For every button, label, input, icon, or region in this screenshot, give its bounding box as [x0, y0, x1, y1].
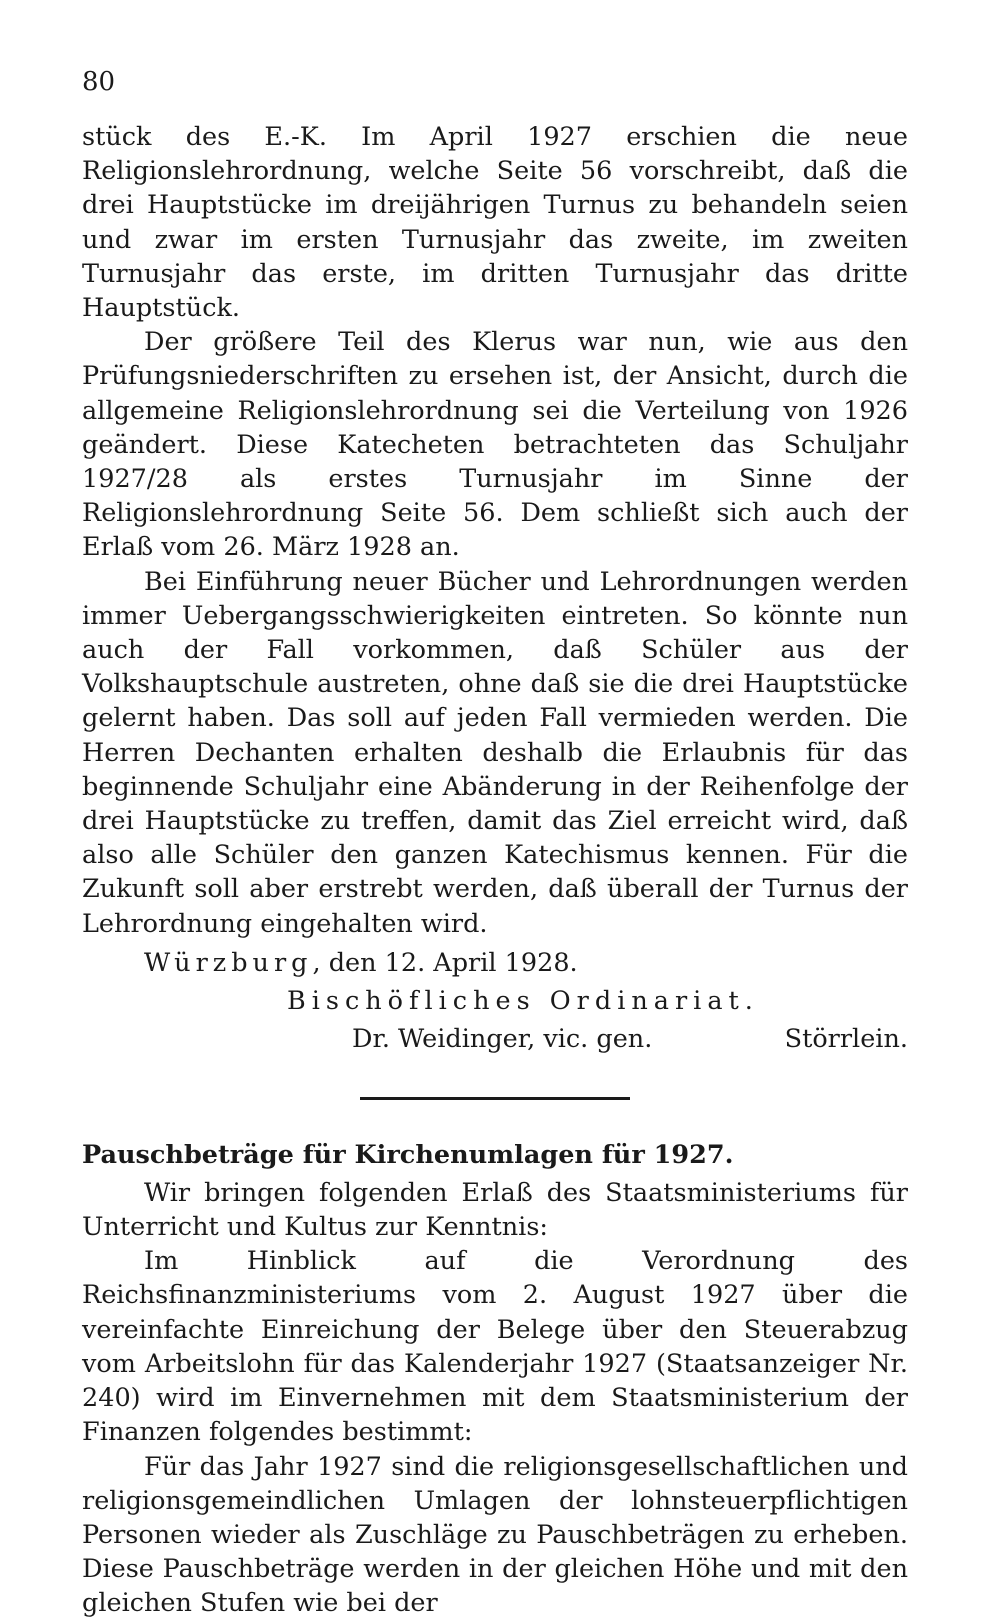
page-number: 80 — [82, 67, 116, 97]
paragraph-erlass-intro: Wir bringen folgenden Erlaß des Staatsministeriums für Unterricht und Kultus zur Kenntnis: — [82, 1177, 908, 1243]
paragraph-einfuehrung: Bei Einführung neuer Bücher und Lehrordnungen werden immer Uebergangsschwierigkeiten eintreten. So könnte nun auch der Fall vorkommen, daß Schüler aus der Volkshauptschule austreten, ohne daß sie die drei Hauptstücke gelernt haben. Das soll auf jeden Fall vermieden werden. Die Herren Dechanten erhalten deshalb die Erlaubnis für das beginnende Schuljahr eine Abänderung in der Reihenfolge der drei Hauptstücke zu treffen, damit das Ziel erreicht wird, daß also alle Schüler den ganzen Katechismus kennen. Für die Zukunft soll aber erstrebt werden, daß überall der Turnus der Lehrordnung eingehalten wird. — [82, 566, 908, 939]
dateline — [144, 945, 908, 981]
signature-vicar-general: Dr. Weidinger, vic. gen. — [352, 1023, 653, 1054]
section-title: Pauschbeträge für Kirchenumlagen für 1927. — [82, 1139, 734, 1170]
paragraph-continuation: stück des E.-K. Im April 1927 erschien die neue Religionslehrordnung, welche Seite 56 vorschreibt, daß die drei Hauptstücke im dreijährigen Turnus zu behandeln seien und zwar im ersten Turnusjahr das zweite, im zweiten Turnusjahr das erste, im dritten Turnusjahr das dritte Hauptstück. — [82, 122, 908, 324]
signature-secretary: Störrlein. — [784, 1023, 908, 1054]
section-divider — [360, 1097, 630, 1100]
dateline-date: , den 12. April 1928. — [312, 947, 578, 978]
signatures — [352, 1021, 908, 1057]
document-page — [82, 62, 908, 1621]
issuing-authority: Bischöfliches Ordinariat. — [287, 985, 759, 1016]
dateline-place: Würzburg — [144, 947, 313, 978]
paragraph-pauschbetraege: Für das Jahr 1927 sind die religionsgesellschaftlichen und religionsgemeindlichen Umlagen der lohnsteuerpflichtigen Personen wieder als Zuschläge zu Pauschbeträgen zu erheben. Diese Pauschbeträge werden in der gleichen Höhe und mit den gleichen Stufen wie bei der — [82, 1451, 908, 1619]
paragraph-verordnung: Im Hinblick auf die Verordnung des Reichsfinanzministeriums vom 2. August 1927 über die vereinfachte Einreichung der Belege über den Steuerabzug vom Arbeitslohn für das Kalenderjahr 1927 (Staatsanzeiger Nr. 240) wird im Einvernehmen mit dem Staatsministerium der Finanzen folgendes bestimmt: — [82, 1246, 908, 1448]
paragraph-klerus: Der größere Teil des Klerus war nun, wie aus den Prüfungsniederschriften zu ersehen ist, der Ansicht, durch die allgemeine Religionslehrordnung sei die Verteilung von 1926 geändert. Diese Katecheten betrachteten das Schuljahr 1927/28 als erstes Turnusjahr im Sinne der Religionslehrordnung Seite 56. Dem schließt sich auch der Erlaß vom 26. März 1928 an. — [82, 327, 908, 563]
